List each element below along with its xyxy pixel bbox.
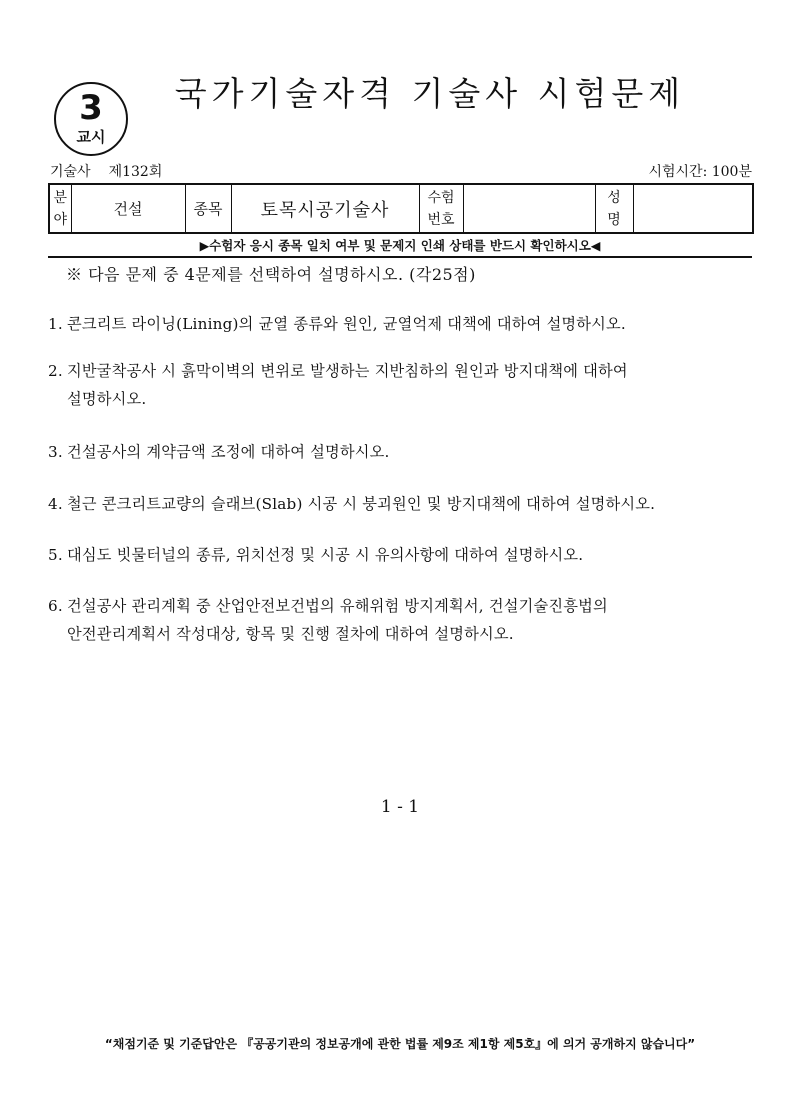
name-label-top: 성: [607, 189, 621, 206]
question-number: 1.: [48, 315, 63, 333]
type-label: 종목: [185, 184, 231, 233]
page-title: 국가기술자격 기술사 시험문제: [174, 74, 686, 113]
exam-time: 시험시간: 100분: [648, 164, 752, 180]
footer-disclaimer: “채점기준 및 기준답안은 『공공기관의 정보공개에 관한 법률 제9조 제1항 제5호』에 의거 공개하지 않습니다”: [104, 1037, 696, 1051]
question-text: 철근 콘크리트교량의 슬래브(Slab) 시공 시 붕괴원인 및 방지대책에 대하여 설명하시오.: [67, 495, 656, 513]
question-text: 콘크리트 라이닝(Lining)의 균열 종류와 원인, 균열억제 대책에 대하여 설명하시오.: [67, 315, 626, 333]
exam-session: 제132회: [108, 164, 163, 180]
check-notice: ▶수험자 응시 종목 일치 여부 및 문제지 인쇄 상태를 반드시 확인하시오◀: [199, 238, 601, 253]
period-label: 교시: [76, 128, 106, 146]
question-text: 건설공사의 계약금액 조정에 대하여 설명하시오.: [67, 443, 390, 461]
period-badge: [54, 82, 128, 156]
question-text-continued: 설명하시오.: [67, 390, 147, 408]
exam-no-field[interactable]: [463, 184, 595, 233]
instruction-text: ※ 다음 문제 중 4문제를 선택하여 설명하시오. (각25점): [66, 265, 476, 284]
period-number: 3: [79, 88, 103, 128]
question-number: 4.: [48, 495, 63, 513]
name-label-cell: [595, 184, 633, 233]
question-number: 5.: [48, 546, 63, 564]
exam-session-info: [50, 163, 162, 181]
question-number: 6.: [48, 597, 63, 615]
exam-no-label-cell: [419, 184, 463, 233]
question-4: [48, 490, 760, 518]
page-number: 1 - 1: [380, 797, 420, 817]
field-value: 건설: [71, 184, 185, 233]
exam-no-label-bottom: 번호: [427, 211, 455, 228]
field-label-bottom: 야: [53, 211, 68, 228]
question-text: 지반굴착공사 시 흙막이벽의 변위로 발생하는 지반침하의 원인과 방지대책에 대하여: [67, 362, 628, 380]
divider: [48, 256, 752, 258]
question-3: [48, 438, 760, 466]
field-label-top: 분: [53, 189, 68, 206]
exam-category: 기술사: [50, 164, 91, 180]
question-2: [48, 357, 760, 413]
name-label-bottom: 명: [607, 211, 621, 228]
question-number: 2.: [48, 362, 63, 380]
question-5: [48, 541, 760, 569]
name-field[interactable]: [633, 184, 753, 233]
exam-no-label-top: 수험: [427, 189, 455, 206]
question-6: [48, 592, 760, 648]
question-text: 대심도 빗물터널의 종류, 위치선정 및 시공 시 유의사항에 대하여 설명하시오.: [67, 546, 584, 564]
question-number: 3.: [48, 443, 63, 461]
question-text: 건설공사 관리계획 중 산업안전보건법의 유해위험 방지계획서, 건설기술진흥법의: [67, 597, 608, 615]
question-1: [48, 310, 760, 338]
type-value: 토목시공기술사: [231, 184, 419, 233]
field-label-cell: [49, 184, 71, 233]
exam-info-table: [48, 183, 754, 234]
question-text-continued: 안전관리계획서 작성대상, 항목 및 진행 절차에 대하여 설명하시오.: [67, 625, 514, 643]
